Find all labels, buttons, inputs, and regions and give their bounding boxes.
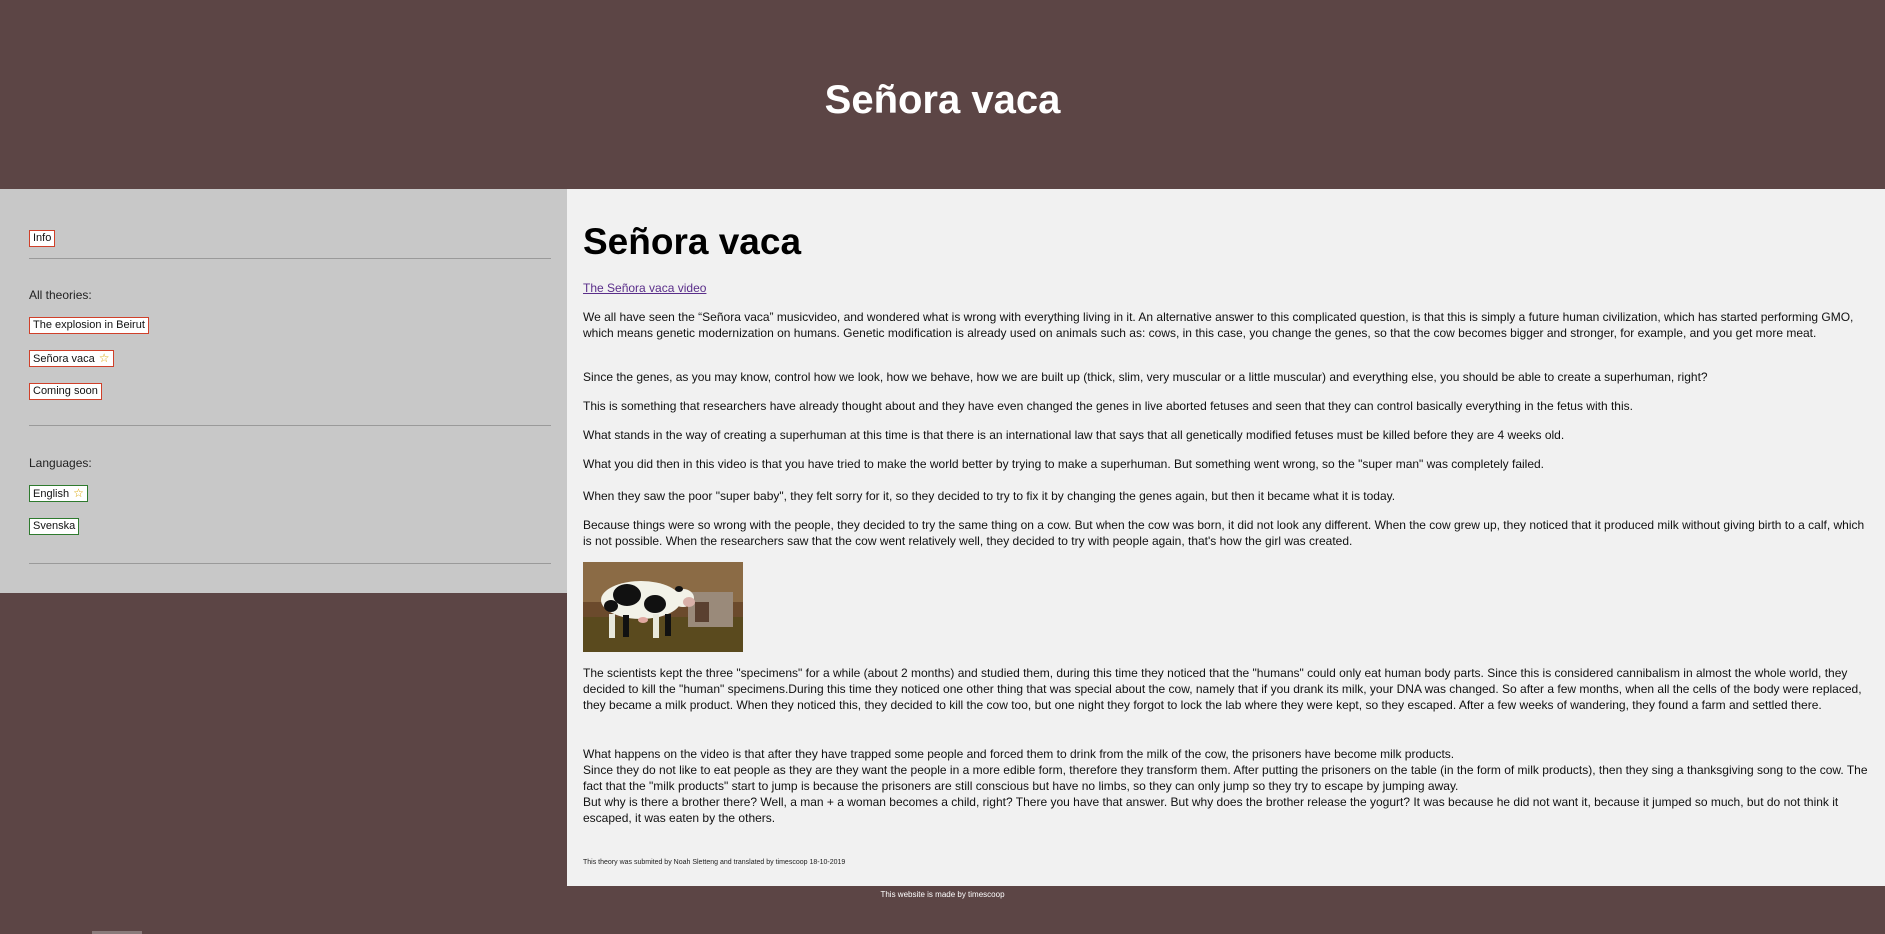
video-link[interactable]: The Señora vaca video — [583, 281, 707, 295]
footer: This website is made by timescoop — [880, 890, 1005, 899]
theory-link-coming-soon[interactable] — [29, 383, 102, 400]
language-english[interactable] — [29, 485, 88, 502]
language-label: English — [33, 488, 70, 500]
language-svenska[interactable] — [29, 518, 79, 535]
paragraph: When they saw the poor "super baby", they felt sorry for it, so they decided to try to fix it by changing the genes again, but then it became what it is today. — [583, 489, 1396, 503]
credit-text: This theory was submited by Noah Sletteng and translated by timescoop 18-10-2019 — [583, 859, 846, 866]
info-button-label: Info — [33, 232, 52, 244]
divider — [29, 425, 551, 426]
paragraph: Since they do not like to eat people as they are they want the people in a more edible form, therefore they transform them. After putting the prisoners on the table (in the form of milk products), then they sing a thanksgiving song to the cow. The fact that the "milk products" start to jump is because the prisoners are still conscious but have no limbs, so they can only jump so they try to escape by jumping away. — [583, 763, 1868, 793]
main-content — [567, 189, 1885, 886]
divider — [29, 258, 551, 259]
paragraph: What you did then in this video is that you have tried to make the world better by trying to make a superhuman. But something went wrong, so the "super man" was completely failed. — [583, 457, 1545, 471]
paragraph: But why is there a brother there? Well, a man + a woman becomes a child, right? There you have that answer. But why does the brother release the yogurt? It was because he did not want it, because it jumped so much, but do not think it escaped, it was eaten by the others. — [583, 795, 1839, 825]
theory-link-beirut[interactable] — [29, 317, 149, 334]
theory-link-label: Coming soon — [33, 385, 98, 397]
paragraph: The scientists kept the three "specimens" for a while (about 2 months) and studied them, during this time they noticed that the "humans" could only eat human body parts. Since this is considered cannibalism in almost the whole world, they decided to kill the "human" specimens.During this time they noticed one other thing that was special about the cow, namely that if you drank its milk, your DNA was changed. So after a few months, when all the cells of the body were replaced, they became a milk product. When they noticed this, they decided to kill the cow too, but one night they forgot to lock the lab where they were kept, so they escaped. After a few weeks of wandering, they found a farm and settled there. — [583, 666, 1862, 712]
star-icon: ☆ — [98, 351, 110, 365]
languages-heading: Languages: — [29, 456, 92, 470]
paragraph: What happens on the video is that after they have trapped some people and forced them to drink from the milk of the cow, the prisoners have become milk products. — [583, 747, 1455, 761]
info-button[interactable] — [29, 230, 55, 247]
theories-heading: All theories: — [29, 288, 92, 302]
site-title: Señora vaca — [824, 78, 1061, 122]
paragraph: This is something that researchers have already thought about and they have even changed the genes in live aborted fetuses and seen that they can control basically everything in the fetus with this. — [583, 399, 1633, 413]
cow-image — [583, 562, 743, 652]
language-label: Svenska — [33, 520, 76, 532]
theory-link-senora-vaca[interactable] — [29, 350, 114, 367]
paragraph: Since the genes, as you may know, control how we look, how we behave, how we are built up (thick, slim, very muscular or a little muscular) and everything else, you should be able to create a superhuman, right? — [583, 370, 1708, 384]
paragraph: Because things were so wrong with the people, they decided to try the same thing on a cow. But when the cow was born, it did not look any different. When the cow grew up, they noticed that it produced milk without giving birth to a calf, which is not possible. When the researchers saw that the cow went relatively well, they decided to try with people again, that's how the girl was created. — [583, 518, 1865, 548]
paragraph: We all have seen the “Señora vaca” musicvideo, and wondered what is wrong with everything living in it. An alternative answer to this complicated question, is that this is simply a future human civilization, which has started performing GMO, which means genetic modernization on humans. Genetic modification is already used on animals such as: cows, in this case, you change the genes, so that the cow becomes bigger and stronger, for example, and you get more meat. — [583, 310, 1854, 340]
theory-link-label: Señora vaca — [33, 353, 95, 365]
star-icon: ☆ — [73, 486, 84, 500]
paragraph: What stands in the way of creating a superhuman at this time is that there is an international law that says that all genetically modified fetuses must be killed before they are 4 weeks old. — [583, 428, 1565, 442]
theory-link-label: The explosion in Beirut — [33, 319, 145, 331]
divider — [29, 563, 551, 564]
sidebar — [0, 189, 567, 593]
site-header — [0, 0, 1885, 189]
page-title: Señora vaca — [583, 221, 802, 262]
